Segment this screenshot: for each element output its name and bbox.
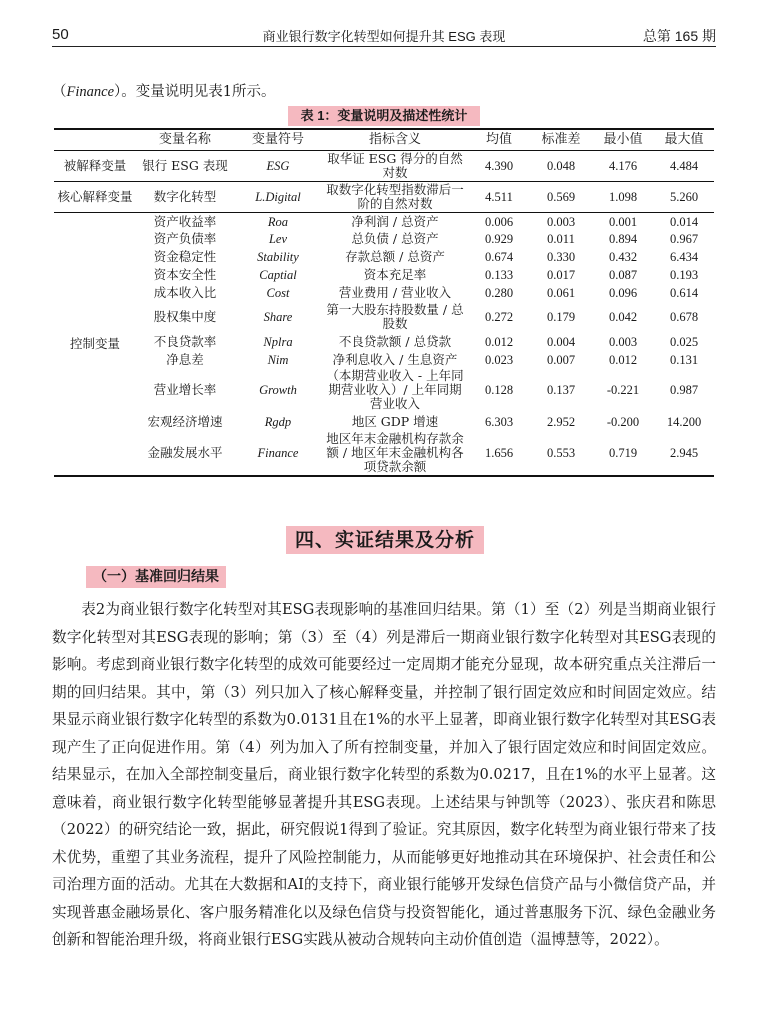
col-header: 变量符号 [251, 132, 304, 147]
subsection-title: （一）基准回归结果 [86, 566, 226, 588]
col-header [54, 129, 136, 151]
col-header: 指标含义 [368, 132, 421, 147]
body-paragraph: 表2为商业银行数字化转型对其ESG表现影响的基准回归结果。第（1）至（2）列是当期商业银行数字化转型对其ESG表现的影响；第（3）至（4）列是滞后一期商业银行数字化转型对其ESG表现的影响。考虑到商业银行数字化转型的成效可能要经过一定周期才能充分显现，故本研究重点关注滞后一期的回归结果。其中，第（3）列只加入了核心解释变量，并控制了银行固定效应和时间固定效应。结果显示商业银行数字化转型的系数为0.0131且在1%的水平上显著，即商业银行数字化转型对其ESG表现产生了正向促进作用。第（4）列为加入了所有控制变量，并加入了银行固定效应和时间固定效应。结果显示，在加入全部控制变量后，商业银行数字化转型的系数为0.0217，且在1%的水平上显著。这意味着，商业银行数字化转型能够显著提升其ESG表现。上述结果与钟凯等（2023）、张庆君和陈思（2022）的研究结论一致，据此，研究假说1得到了验证。究其原因，数字化转型为商业银行带来了技术优势，重塑了其业务流程，提升了风险控制能力，从而能够更好地推动其在环境保护、社会责任和公司治理方面的活动。尤其在大数据和AI的支持下，商业银行能够开发绿色信贷产品与小微信贷产品，并实现普惠金融场景化、客户服务精准化以及绿色信贷与投资智能化，通过普惠服务下沉、绿色金融业务创新和智能治理升级，将商业银行ESG实践从被动合规转向主动价值创造（温博慧等，2022）。 [52, 601, 716, 948]
variable-table [54, 128, 714, 477]
issue-number: 总第 165 期 [642, 28, 716, 44]
group-label: 控制变量 [69, 336, 120, 351]
table-row: 不良贷款率 Nplra 不良贷款额 / 总贷款 0.012 0.004 0.003 0.025 [153, 333, 699, 349]
col-header: 最小值 [603, 132, 643, 147]
running-title: 商业银行数字化转型如何提升其 ESG 表现 [262, 29, 506, 44]
col-header: 均值 [485, 132, 512, 147]
table-row: 宏观经济增速 Rgdp 地区 GDP 增速 6.303 2.952 -0.200 14.200 [147, 413, 702, 429]
col-header: 最大值 [664, 132, 704, 147]
table-row: 资产负债率 Lev 总负债 / 总资产 0.929 0.011 0.894 0.967 [153, 230, 699, 246]
table-row: 成本收入比 Cost 营业费用 / 营业收入 0.280 0.061 0.096 0.614 [153, 284, 699, 300]
intro-line: （Finance）。变量说明见表1所示。 [52, 84, 276, 100]
col-header: 变量名称 [158, 132, 211, 147]
table-row: 被解释变量 银行 ESG 表现 ESG 取华证 ESG 得分的自然对数 4.390 0.048 4.176 4.484 [54, 151, 714, 182]
col-header: 标准差 [541, 132, 581, 147]
group-label: 核心解释变量 [57, 189, 133, 204]
table-row: 资本安全性 Captial 资本充足率 0.133 0.017 0.087 0.193 [153, 266, 699, 282]
table-row: 净息差 Nim 净利息收入 / 生息资产 0.023 0.007 0.012 0.131 [166, 351, 699, 367]
table-row: 股权集中度 Share 第一大股东持股数量 / 总股数 0.272 0.179 0.042 0.678 [153, 302, 699, 331]
table-row: 资金稳定性 Stability 存款总额 / 总资产 0.674 0.330 0.432 6.434 [153, 248, 699, 264]
body-paragraph-block [52, 596, 716, 954]
group-label: 被解释变量 [63, 158, 127, 173]
intro-term: Finance [66, 84, 115, 100]
table-row: 核心解释变量 数字化转型 L.Digital 取数字化转型指数滞后一阶的自然对数 4.511 0.569 1.098 5.260 [54, 182, 714, 213]
section-title: 四、实证结果及分析 [286, 526, 484, 554]
table-row: 控制变量 资产收益率 Roa 净利润 / 总资产 0.006 0.003 0.001 0.014 [54, 213, 714, 231]
page-number: 50 [52, 26, 69, 43]
table-header-row [54, 129, 714, 151]
table-row: 营业增长率 Growth （本期营业收入 - 上年同期营业收入）/ 上年同期营业收入 0.128 0.137 -0.221 0.987 [153, 368, 699, 411]
table-row: 金融发展水平 Finance 地区年末金融机构存款余额 / 地区年末金融机构各项贷款余额 1.656 0.553 0.719 2.945 [54, 431, 714, 476]
table-caption: 表 1：变量说明及描述性统计 [288, 106, 480, 126]
